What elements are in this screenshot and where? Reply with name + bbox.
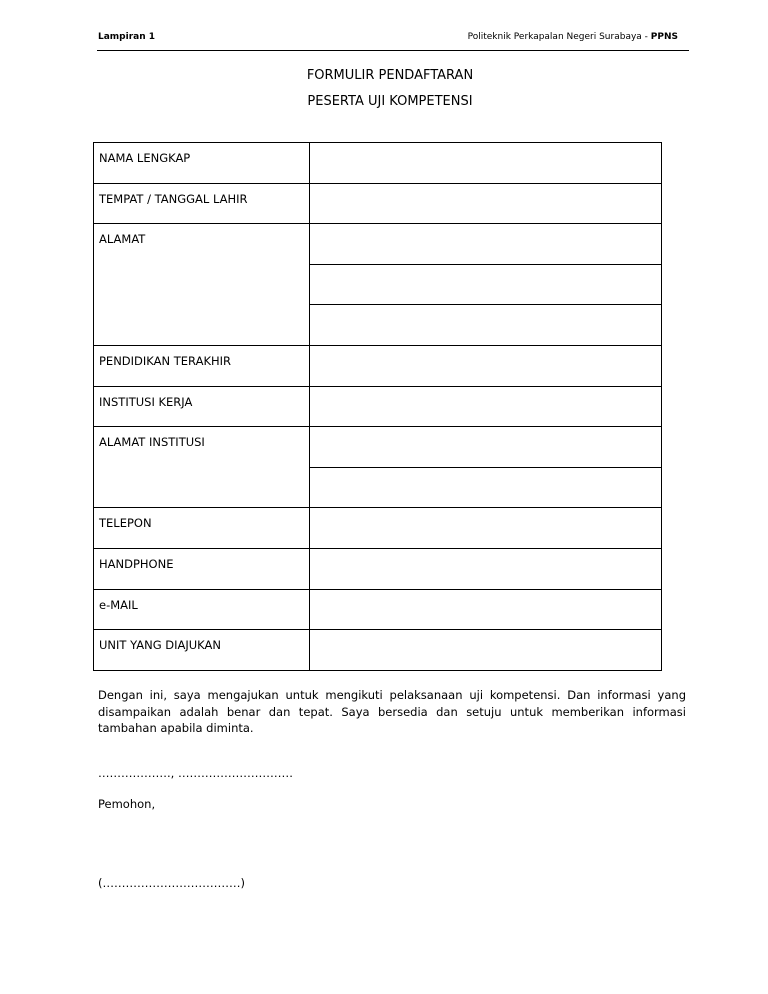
table-row (94, 548, 662, 589)
field-label-alamat: ALAMAT (94, 224, 310, 346)
table-row (94, 143, 662, 184)
header-institution (468, 32, 678, 42)
input-institusi-kerja[interactable] (310, 386, 662, 427)
input-alamat-line-3[interactable] (310, 305, 662, 346)
header-divider (97, 50, 689, 51)
input-alamat-institusi-line-1[interactable] (310, 427, 662, 468)
input-tempat-tanggal-lahir[interactable] (310, 183, 662, 224)
input-alamat-line-1[interactable] (310, 224, 662, 265)
field-label-handphone: HANDPHONE (94, 548, 310, 589)
field-label-institusi-kerja: INSTITUSI KERJA (94, 386, 310, 427)
table-row (94, 589, 662, 630)
input-nama-lengkap[interactable] (310, 143, 662, 184)
table-row (94, 508, 662, 549)
table-row (94, 427, 662, 468)
applicant-label: Pemohon, (98, 797, 156, 811)
table-row (94, 630, 662, 671)
form-subtitle: PESERTA UJI KOMPETENSI (307, 94, 473, 109)
field-label-pendidikan-terakhir: PENDIDIKAN TERAKHIR (94, 345, 310, 386)
declaration-statement: Dengan ini, saya mengajukan untuk mengikuti pelaksanaan uji kompetensi. Dan informasi yang disampaikan adalah benar dan tepat. Saya bersedia dan setuju untuk memberikan informasi tambahan apabila diminta. (98, 688, 686, 735)
field-label-unit-yang-diajukan: UNIT YANG DIAJUKAN (94, 630, 310, 671)
input-telepon[interactable] (310, 508, 662, 549)
table-row (94, 386, 662, 427)
field-label-email: e-MAIL (94, 589, 310, 630)
header-institution-name: Politeknik Perkapalan Negeri Surabaya - (467, 32, 651, 42)
table-row (94, 345, 662, 386)
signature-line: (………………………………) (98, 876, 245, 890)
field-label-alamat-institusi: ALAMAT INSTITUSI (94, 427, 310, 508)
input-alamat-line-2[interactable] (310, 264, 662, 305)
table-row (94, 224, 662, 265)
input-pendidikan-terakhir[interactable] (310, 345, 662, 386)
place-date-line: ………………., ………………………… (98, 766, 293, 780)
header-attachment-label: Lampiran 1 (98, 32, 156, 42)
field-label-telepon: TELEPON (94, 508, 310, 549)
field-label-tempat-tanggal-lahir: TEMPAT / TANGGAL LAHIR (94, 183, 310, 224)
registration-form-table (93, 142, 662, 671)
input-alamat-institusi-line-2[interactable] (310, 467, 662, 508)
input-handphone[interactable] (310, 548, 662, 589)
table-row (94, 183, 662, 224)
input-unit-yang-diajukan[interactable] (310, 630, 662, 671)
form-title: FORMULIR PENDAFTARAN (306, 68, 474, 83)
header-institution-abbr: PPNS (650, 32, 678, 42)
field-label-nama-lengkap: NAMA LENGKAP (94, 143, 310, 184)
input-email[interactable] (310, 589, 662, 630)
